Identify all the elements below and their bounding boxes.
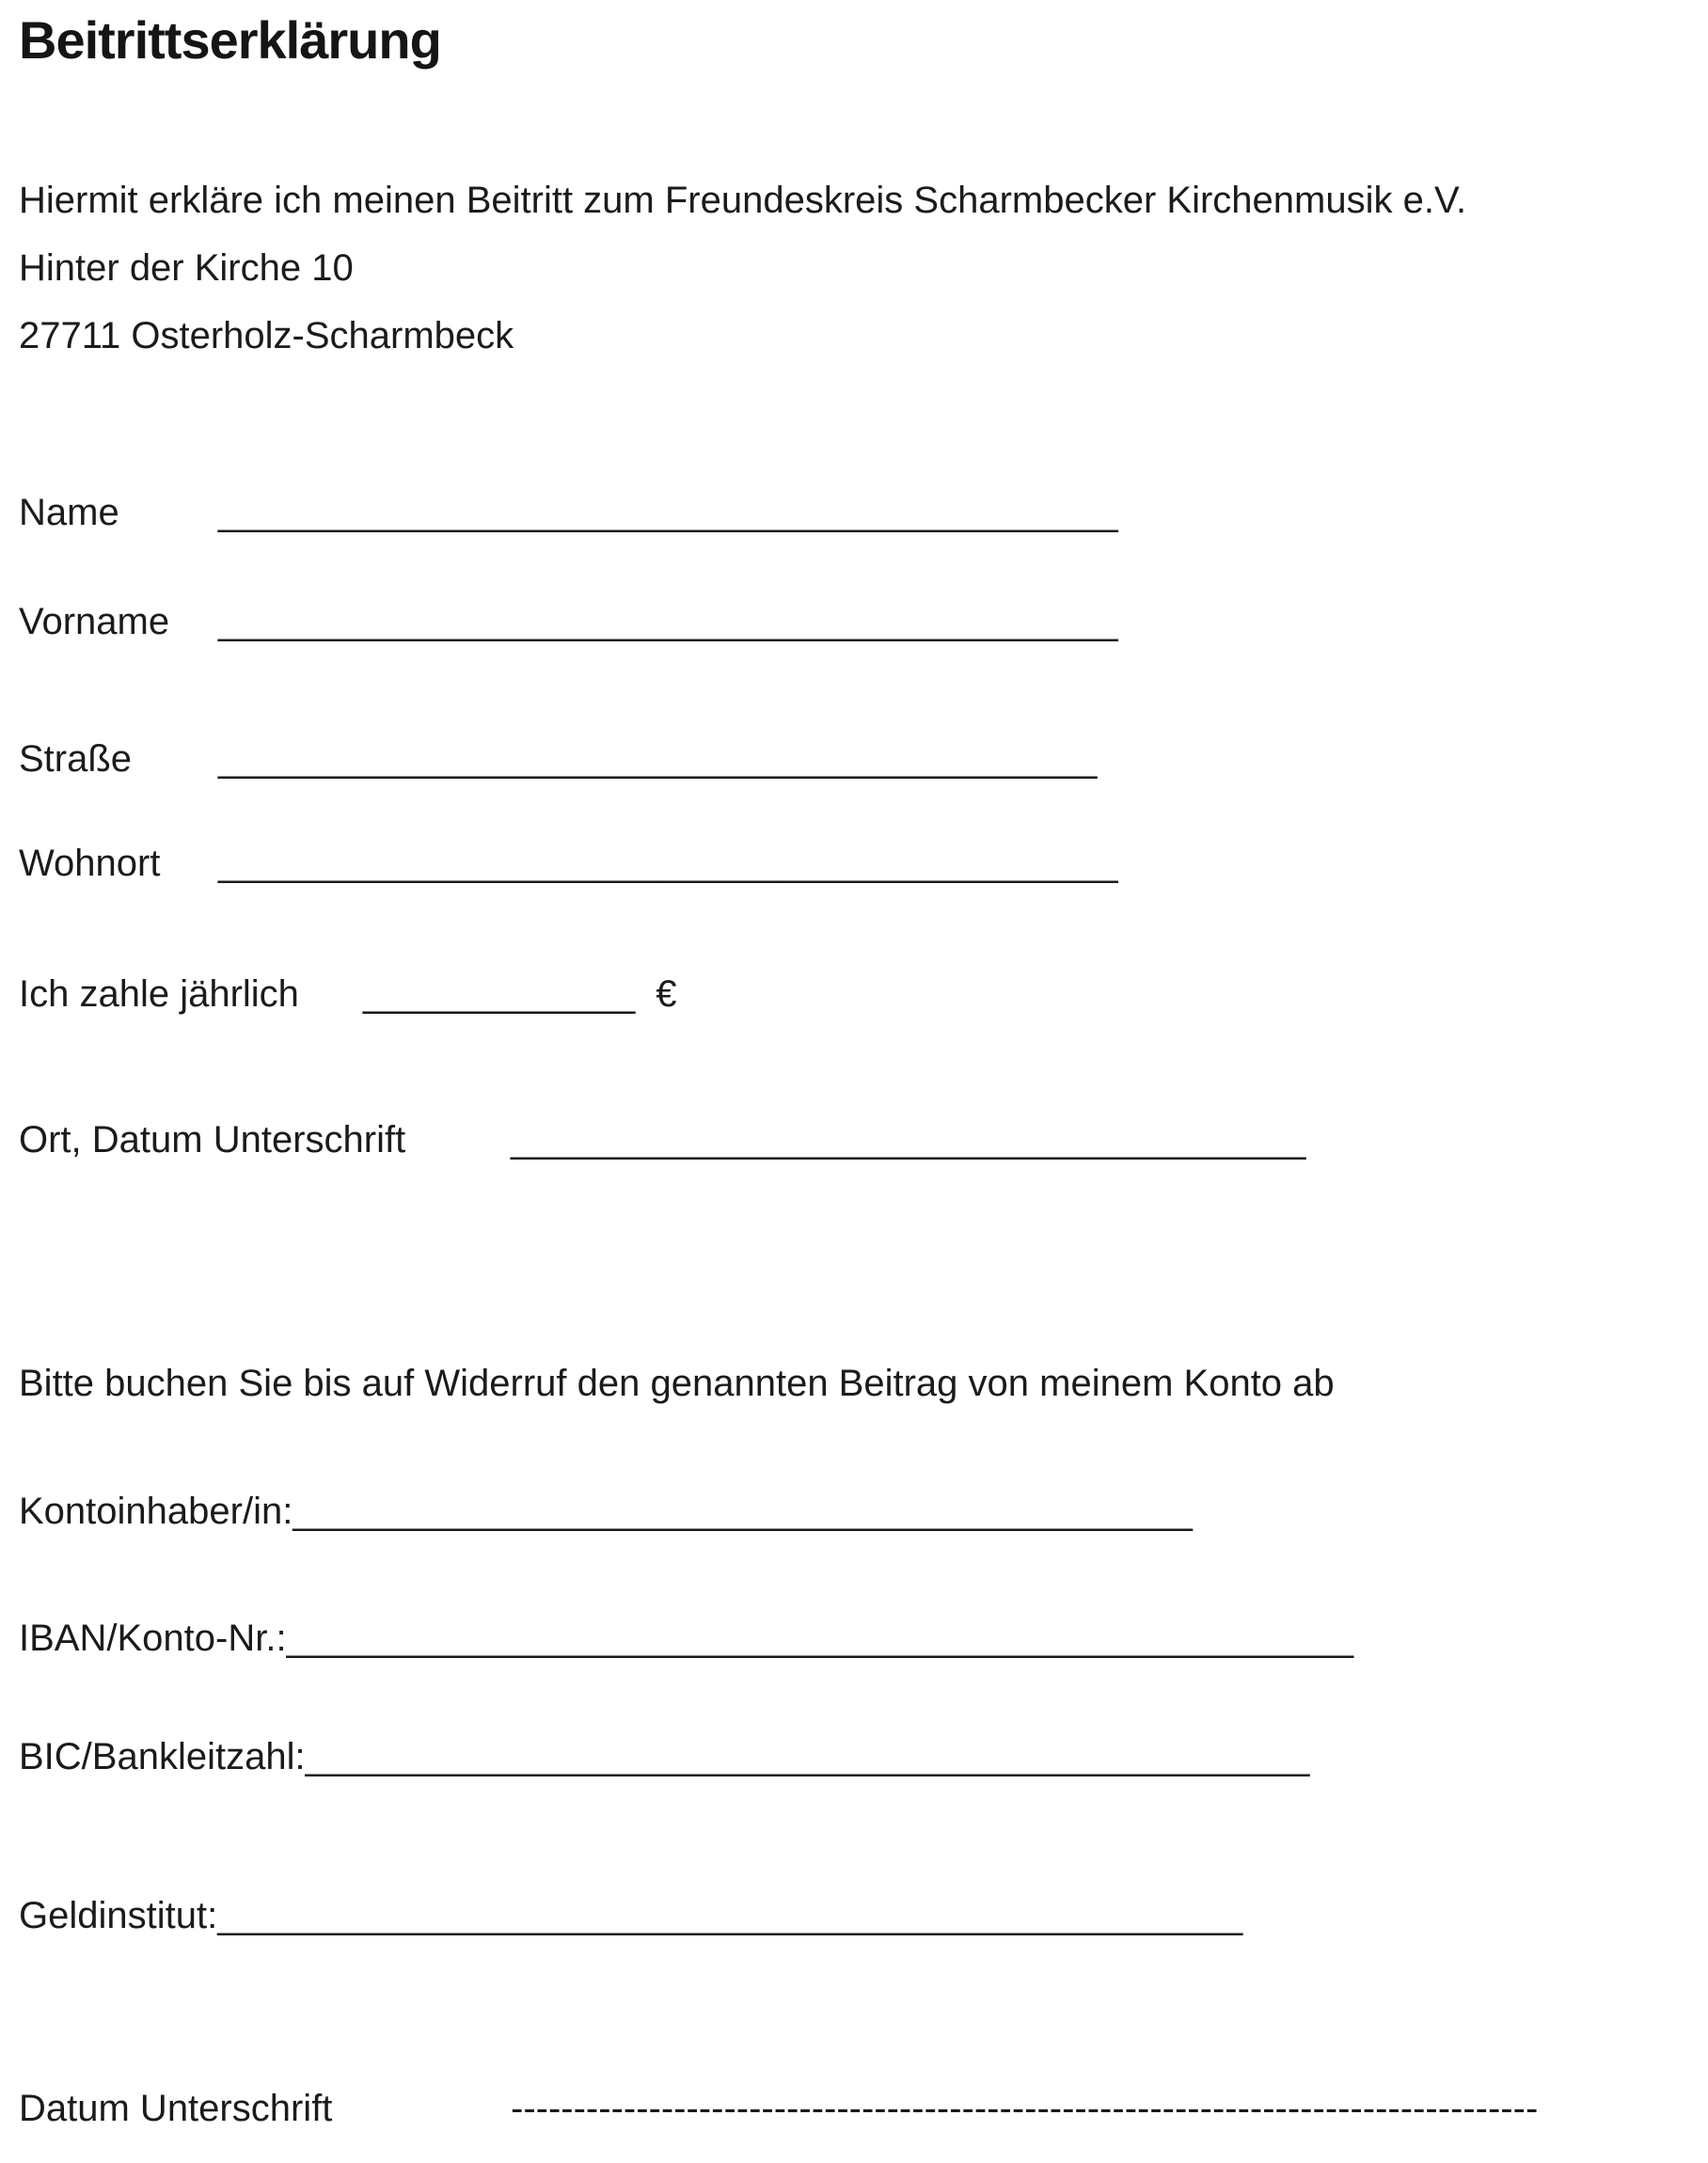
field-row-strasse [19,738,1689,780]
field-label-kontoinhaber: Kontoinhaber/in: [19,1490,293,1532]
field-row-vorname [19,601,1689,642]
intro-line-association: Hiermit erkläre ich meinen Beitritt zum Freundeskreis Scharmbecker Kirchenmusik e.V. [19,179,1467,221]
field-blank-iban: ___________________________________________________ [286,1617,1354,1659]
debit-instruction [19,1363,1689,1404]
field-label-name: Name [19,491,119,533]
field-label-ort-datum-unterschrift: Ort, Datum Unterschrift [19,1118,406,1160]
field-label-bic: BIC/Bankleitzahl: [19,1735,306,1777]
field-blank-beitrag: _____________ [363,972,636,1015]
field-row-kontoinhaber [19,1491,1689,1532]
intro-paragraph [19,166,1689,370]
field-row-iban [19,1618,1689,1659]
field-blank-kontoinhaber: ___________________________________________ [293,1490,1193,1532]
field-label-datum-unterschrift: Datum Unterschrift [19,2087,333,2129]
intro-line-city: 27711 Osterholz-Scharmbeck [19,314,514,356]
field-blank-wohnort: ___________________________________________ [218,842,1118,884]
field-row-ort-datum-unterschrift [19,1119,1689,1160]
field-row-geldinstitut [19,1895,1689,1936]
field-row-bic [19,1736,1689,1777]
field-blank-strasse: __________________________________________ [218,737,1098,780]
field-blank-ort-datum-unterschrift: ______________________________________ [511,1118,1306,1160]
field-row-beitrag [19,973,1689,1015]
field-label-geldinstitut: Geldinstitut: [19,1894,218,1936]
field-label-iban: IBAN/Konto-Nr.: [19,1617,287,1659]
field-label-wohnort: Wohnort [19,842,161,884]
field-blank-name: ___________________________________________ [218,491,1118,533]
field-dashed-line-datum-unterschrift: ---------------------------------------------------------------------------------- [511,2087,1539,2129]
field-row-name [19,492,1689,533]
intro-line-street: Hinter der Kirche 10 [19,246,354,289]
field-row-datum-unterschrift [19,2088,1689,2129]
field-label-strasse: Straße [19,737,133,780]
field-label-beitrag: Ich zahle jährlich [19,972,299,1015]
euro-symbol: € [656,972,677,1015]
debit-instruction-text: Bitte buchen Sie bis auf Widerruf den genannten Beitrag von meinem Konto ab [19,1362,1335,1404]
field-label-vorname: Vorname [19,600,170,642]
field-blank-vorname: ___________________________________________ [218,600,1118,642]
field-row-wohnort [19,843,1689,884]
field-blank-geldinstitut: _________________________________________________ [217,1894,1243,1936]
field-blank-bic: ________________________________________________ [305,1735,1310,1777]
page-title: Beitrittserklärung [19,10,441,70]
